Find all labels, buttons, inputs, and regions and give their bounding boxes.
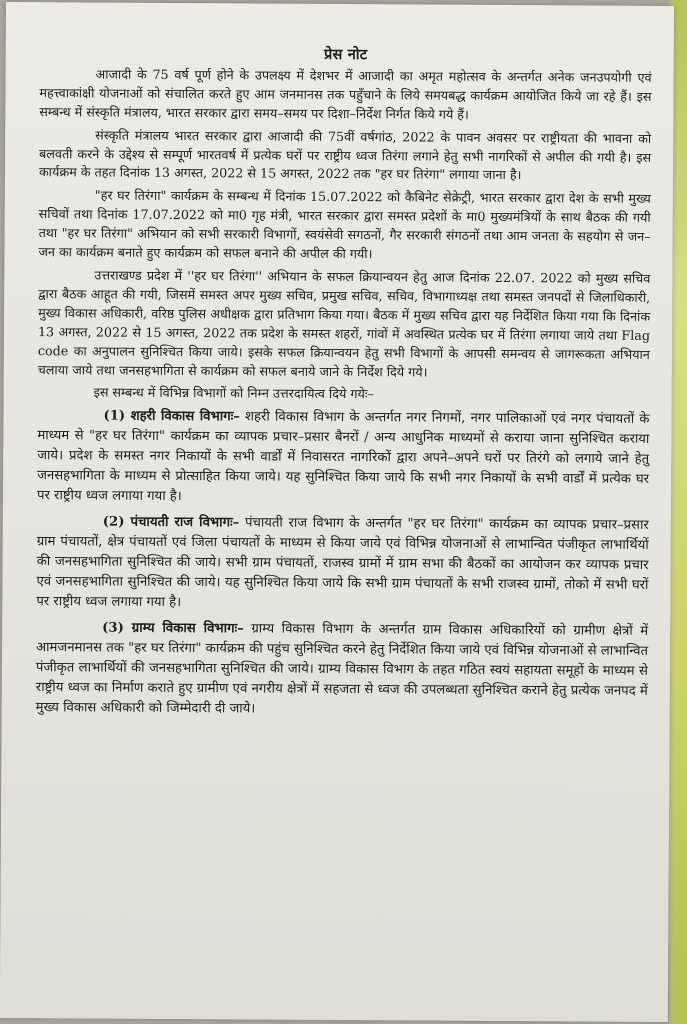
section-heading: (1) शहरी विकास विभागः– [103,408,240,425]
paragraph-uttarakhand: उत्तराखण्ड प्रदेश में ''हर घर तिरंगा'' अभियान के सफल क्रियान्वयन हेतु आज दिनांक 22.07. 2022 को मुख्य सचिव द्वारा बैठक आहूत की गयी, जिसमें समस्त अपर मुख्य सचिव, प्रमुख सचिव, सचिव, विभागाध्यक्ष तथा समस्त जनपदों से जिलाधिकारी, मुख्य विकास अधिकारी, वरिष्ठ पुलिस अधीक्षक द्वारा प्रतिभाग किया गया। बैठक में मुख्य सचिव द्वारा यह निर्देशित किया गया कि दिनांक 13 अगस्त, 2022 से 15 अगस्त, 2022 तक प्रदेश के समस्त शहरों, गांवों में अवस्थित प्रत्येक घर में तिरंगा लगाया जाये तथा Flag code का अनुपालन सुनिश्चित किया जाये। इसके सफल क्रियान्वयन हेतु सभी विभागों के आपसी समन्वय से जागरूकता अभियान चलाया जाये तथा जनसहभागिता से कार्यक्रम को सफल बनाये जाने के निर्देश दिये गये। [37,267,651,380]
paragraph-responsibilities: इस सम्बन्ध में विभिन्न विभागों को निम्न उत्तरदायित्व दिये गयेः– [93,384,374,402]
section-text: पंचायती राज विभाग के अन्तर्गत "हर घर तिरंगा" कार्यक्रम का व्यापक प्रचार–प्रसार ग्राम पंचायतों, क्षेत्र पंचायतों एवं जिला पंचायतों के माध्यम से किया जाये एवं विभिन्न योजनाओं से लाभान्वित पंजीकृत लाभार्थियों की जनसहभागिता सुनिश्चित की जाये। सभी ग्राम पंचायतों, राजस्व ग्रामों में ग्राम सभा की बैठकों का आयोजन कर व्यापक प्रचार एवं जनसहभागिता सुनिश्चित की जाये। यह सुनिश्चित किया जाये कि सभी ग्राम पंचायतों के सभी राजस्व ग्रामों, तोको में सभी घरों पर राष्ट्रीय ध्वज लगाया गया है। [36,515,649,611]
paragraph-ministry: संस्कृति मंत्रालय भारत सरकार द्वारा आजादी की 75वीं वर्षगांठ, 2022 के पावन अवसर पर राष्ट्रीयता की भावना को बलवती करने के उद्देश्य से सम्पूर्ण भारतवर्ष में प्रत्येक घरों पर राष्ट्रीय ध्वज तिरंगा लगाने हेतु सभी नागरिकों से अपील की गयी है। इस कार्यक्रम के तहत दिनांक 13 अगस्त, 2022 से 15 अगस्त, 2022 तक "हर घर तिरंगा" लगाया जाना है। [38,127,652,183]
section-text: ग्राम्य विकास विभाग के अन्तर्गत ग्राम विकास अधिकारियों को ग्रामीण क्षेत्रों में आमजनमानस तक "हर घर तिरंगा" कार्यक्रम की पहुंच सुनिश्चित करने हेतु निर्देशित किया जाये एवं विभिन्न योजनाओं से लाभान्वित पंजीकृत लाभार्थियों की जनसहभागिता सुनिश्चित की जाये। ग्राम्य विकास विभाग के तहत गठित स्वयं सहायता समूहों के माध्यम से राष्ट्रीय ध्वज का निर्माण कराते हुए ग्रामीण एवं नगरीय क्षेत्रों में सहजता से ध्वज की उपलब्धता सुनिश्चित कराने हेतु प्रत्येक जनपद में मुख्य विकास अधिकारी को जिम्मेदारी दी जाये। [35,621,649,717]
section-text: शहरी विकास विभाग के अन्तर्गत नगर निगमों, नगर पालिकाओं एवं नगर पंचायतों के माध्यम से "हर घर तिरंगा" कार्यक्रम का व्यापक प्रचार–प्रसार बैनरों / अन्य आधुनिक माध्यमों से कराया जाना सुनिश्चित कराया जाये। प्रदेश के समस्त नगर निकायों के सभी वार्डों में निवासरत नागरिकों द्वारा अपने–अपने घरों पर तिरंगे को लगाये जाने हेतु जनसहभागिता के माध्यम से प्रोत्साहित किया जाये। यह सुनिश्चित किया जाये कि सभी नगर निकायों के सभी वार्डों में प्रत्येक घर पर राष्ट्रीय ध्वज लगाया गया है। [36,409,650,505]
section-heading: (2) पंचायती राज विभागः– [102,514,240,531]
document-page [0,2,674,1022]
section-panchayati-raj [36,512,649,616]
section-heading: (3) ग्राम्य विकास विभागः– [102,620,244,637]
paragraph-meetings: "हर घर तिरंगा" कार्यक्रम के सम्बन्ध में दिनांक 15.07.2022 को कैबिनेट सेक्रेट्री, भारत सरकार द्वारा देश के सभी मुख्य सचिवों तथा दिनांक 17.07.2022 को मा0 गृह मंत्री, भारत सरकार द्वारा समस्त प्रदेशों के मा0 मुख्यमंत्रियों के साथ बैठक की गयी तथा "हर घर तिरंगा" अभियान को सभी सरकारी विभागों, स्वयंसेवी सगठनों, गैर सरकारी संगठनों तथा आम जनता के सहयोग से जन–जन का कार्यक्रम बनाते हुए कार्यक्रम को सफल बनाने की अपील की गयी। [38,187,651,262]
paragraph-intro: आजादी के 75 वर्ष पूर्ण होने के उपलक्ष्य में देशभर में आजादी का अमृत महोत्सव के अन्तर्गत अनेक जनउपयोगी एवं महत्त्वाकांक्षी योजनाओं को संचालित करते हुए आम जनमानस तक पहुँचाने के लिये समयबद्ध कार्यक्रम आयोजित किये जा रहे हैं। इस सम्बन्ध में संस्कृति मंत्रालय, भारत सरकार द्वारा समय–समय पर दिशा–निर्देश निर्गत किये गये हैं। [39,66,652,122]
section-urban-development [37,406,650,510]
document-content [36,44,652,728]
document-title: प्रेस नोट [324,45,368,64]
section-rural-development [36,618,649,722]
